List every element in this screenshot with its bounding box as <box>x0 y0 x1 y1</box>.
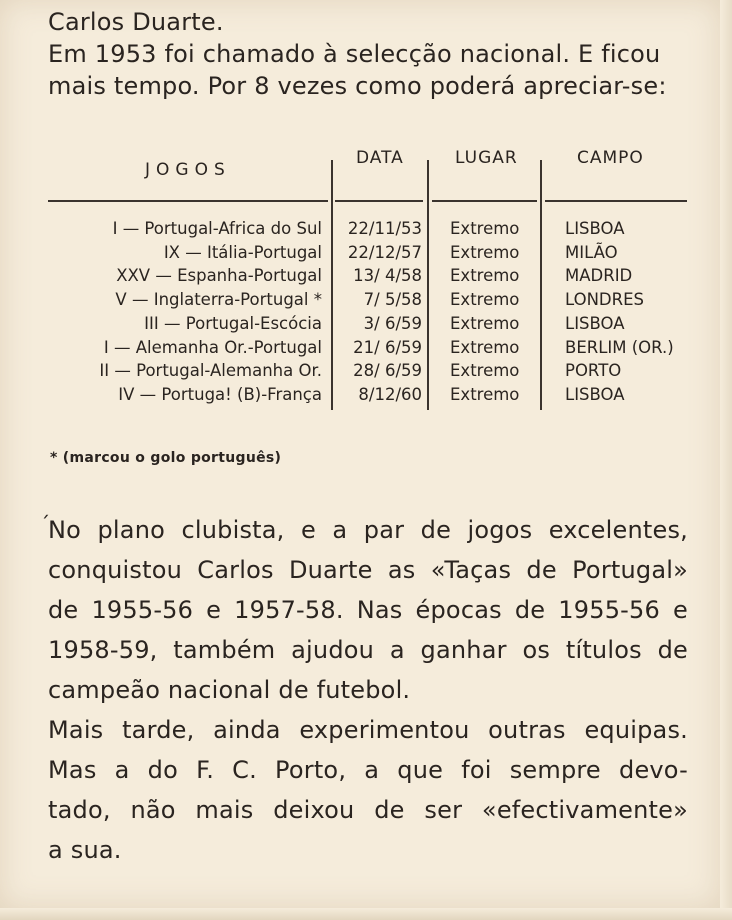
header-data: DATA <box>356 148 404 168</box>
footnote: * (marcou o golo português) <box>50 450 282 466</box>
cell-campo: BERLIM (OR.) <box>565 338 674 357</box>
page-edge-bottom <box>0 908 732 920</box>
cell-lugar: Extremo <box>450 219 520 238</box>
table-row <box>0 385 732 409</box>
header-rule <box>545 200 687 202</box>
table-row <box>0 338 732 362</box>
cell-lugar: Extremo <box>450 361 520 380</box>
cell-campo: MILÃO <box>565 243 618 262</box>
table-row <box>0 290 732 314</box>
body-line: tado, não mais deixou de ser «efectivamente» <box>48 796 688 824</box>
cell-jogo: V — Inglaterra-Portugal * <box>115 290 322 309</box>
cell-jogo: II — Portugal-Alemanha Or. <box>99 361 322 380</box>
cell-data: 21/ 6/59 <box>353 338 422 357</box>
table-row <box>0 266 732 290</box>
body-line: Mas a do F. C. Porto, a que foi sempre devo- <box>48 756 688 784</box>
body-line: conquistou Carlos Duarte as «Taças de Portugal» <box>48 556 688 584</box>
cell-jogo: I — Alemanha Or.-Portugal <box>103 338 322 357</box>
cell-jogo: IX — Itália-Portugal <box>163 243 322 262</box>
body-line: de 1955-56 e 1957-58. Nas épocas de 1955-56 e <box>48 596 688 624</box>
body-line: 1958-59, também ajudou a ganhar os títulos de <box>48 636 688 664</box>
body-line: No plano clubista, e a par de jogos excelentes, <box>48 516 688 544</box>
cell-campo: PORTO <box>565 361 622 380</box>
table-row <box>0 361 732 385</box>
cell-data: 7/ 5/58 <box>363 290 422 309</box>
cell-jogo: XXV — Espanha-Portugal <box>116 266 322 285</box>
cell-lugar: Extremo <box>450 314 520 333</box>
header-rule <box>48 200 328 202</box>
header-rule <box>432 200 537 202</box>
header-campo: CAMPO <box>577 148 644 168</box>
table-row <box>0 243 732 267</box>
intro-line: mais tempo. Por 8 vezes como poderá apreciar-se: <box>48 72 667 100</box>
cell-jogo: III — Portugal-Escócia <box>144 314 322 333</box>
cell-jogo: IV — Portuga! (B)-França <box>118 385 322 404</box>
header-jogos: JOGOS <box>145 160 231 180</box>
cell-data: 22/12/57 <box>347 243 422 262</box>
cell-data: 13/ 4/58 <box>353 266 422 285</box>
body-line: a sua. <box>48 836 122 864</box>
body-line: Mais tarde, ainda experimentou outras equipas. <box>48 716 688 744</box>
cell-data: 28/ 6/59 <box>353 361 422 380</box>
cell-campo: MADRID <box>565 266 633 285</box>
cell-campo: LISBOA <box>565 219 625 238</box>
intro-line: Carlos Duarte. <box>48 8 224 36</box>
intro-paragraph <box>48 6 688 102</box>
cell-data: 22/11/53 <box>347 219 422 238</box>
cell-data: 3/ 6/59 <box>363 314 422 333</box>
table-row <box>0 314 732 338</box>
cell-campo: LISBOA <box>565 385 625 404</box>
cell-lugar: Extremo <box>450 266 520 285</box>
cell-campo: LONDRES <box>565 290 645 309</box>
page-edge-right <box>720 0 732 920</box>
body-line: campeão nacional de futebol. <box>48 676 411 704</box>
cell-jogo: I — Portugal-Africa do Sul <box>112 219 322 238</box>
header-lugar: LUGAR <box>455 148 518 168</box>
body-paragraph <box>48 510 688 870</box>
cell-lugar: Extremo <box>450 243 520 262</box>
cell-lugar: Extremo <box>450 338 520 357</box>
header-rule <box>335 200 423 202</box>
cell-data: 8/12/60 <box>358 385 422 404</box>
intro-line: Em 1953 foi chamado à selecção nacional. E ficou <box>48 40 661 68</box>
cell-campo: LISBOA <box>565 314 625 333</box>
cell-lugar: Extremo <box>450 290 520 309</box>
table-row <box>0 219 732 243</box>
cell-lugar: Extremo <box>450 385 520 404</box>
margin-mark: ´ <box>40 512 50 536</box>
